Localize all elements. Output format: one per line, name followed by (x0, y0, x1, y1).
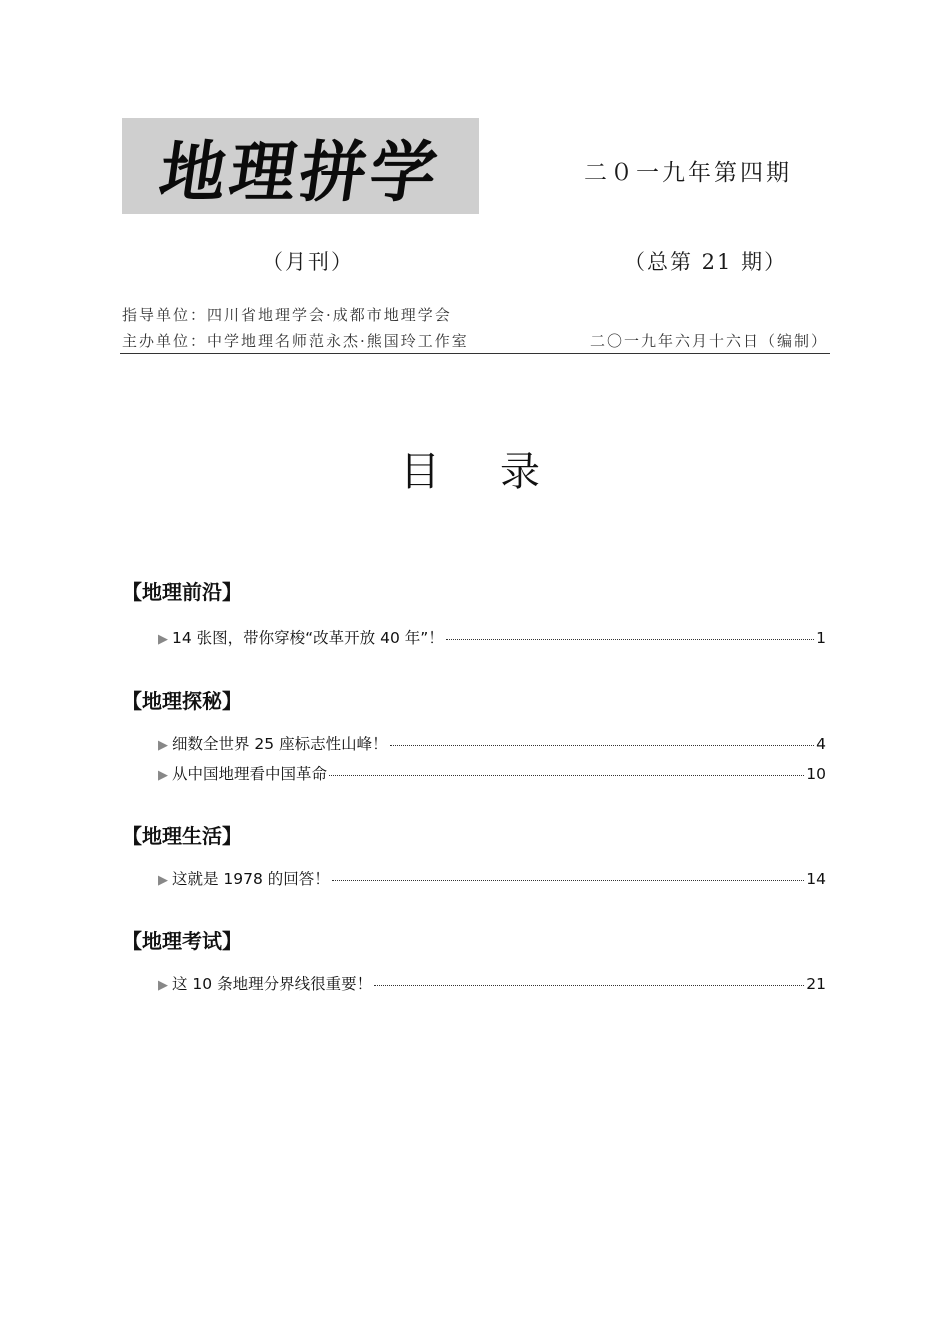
masthead-title: 地理拼学 (154, 132, 446, 211)
toc-entry-page: 14 (806, 870, 826, 888)
dot-leader (332, 880, 804, 881)
triangle-right-icon: ▶ (158, 978, 168, 993)
toc-entry-title: 这就是 1978 的回答！ (172, 870, 330, 888)
guide-unit: 指导单位：四川省地理学会·成都市地理学会 (122, 306, 452, 324)
toc-entry-title: 14 张图，带你穿梭“改革开放 40 年”！ (172, 629, 444, 647)
toc-title: 目录 (400, 449, 600, 495)
dot-leader (374, 985, 804, 986)
dot-leader (329, 775, 804, 776)
issue-number: 二０一九年第四期 (584, 160, 792, 186)
section-heading-life: 【地理生活】 (122, 824, 242, 848)
total-issue: （总第 21 期） (624, 250, 788, 274)
triangle-right-icon: ▶ (158, 738, 168, 753)
toc-entry-title: 细数全世界 25 座标志性山峰！ (172, 735, 388, 753)
toc-entry-title: 从中国地理看中国革命 (172, 765, 328, 783)
toc-entry[interactable] (158, 732, 826, 754)
toc-entry-page: 1 (816, 629, 826, 647)
dot-leader (446, 639, 814, 640)
toc-entry[interactable] (158, 762, 826, 784)
section-heading-exam: 【地理考试】 (122, 929, 242, 953)
dot-leader (390, 745, 815, 746)
triangle-right-icon: ▶ (158, 873, 168, 888)
toc-entry[interactable] (158, 972, 826, 994)
masthead-logo (122, 118, 479, 214)
header-divider (120, 353, 830, 354)
toc-entry-title: 这 10 条地理分界线很重要！ (172, 975, 373, 993)
triangle-right-icon: ▶ (158, 768, 168, 783)
compiled-date: 二〇一九年六月十六日（编制） (589, 332, 828, 350)
toc-entry[interactable] (158, 626, 826, 648)
host-unit: 主办单位：中学地理名师范永杰·熊国玲工作室 (122, 332, 469, 350)
triangle-right-icon: ▶ (158, 632, 168, 647)
section-heading-explore: 【地理探秘】 (122, 689, 242, 713)
publication-frequency: （月刊） (262, 250, 354, 274)
toc-entry-page: 21 (806, 975, 826, 993)
toc-entry-page: 4 (816, 735, 826, 753)
toc-entry[interactable] (158, 867, 826, 889)
toc-entry-page: 10 (806, 765, 826, 783)
section-heading-frontier: 【地理前沿】 (122, 580, 242, 604)
